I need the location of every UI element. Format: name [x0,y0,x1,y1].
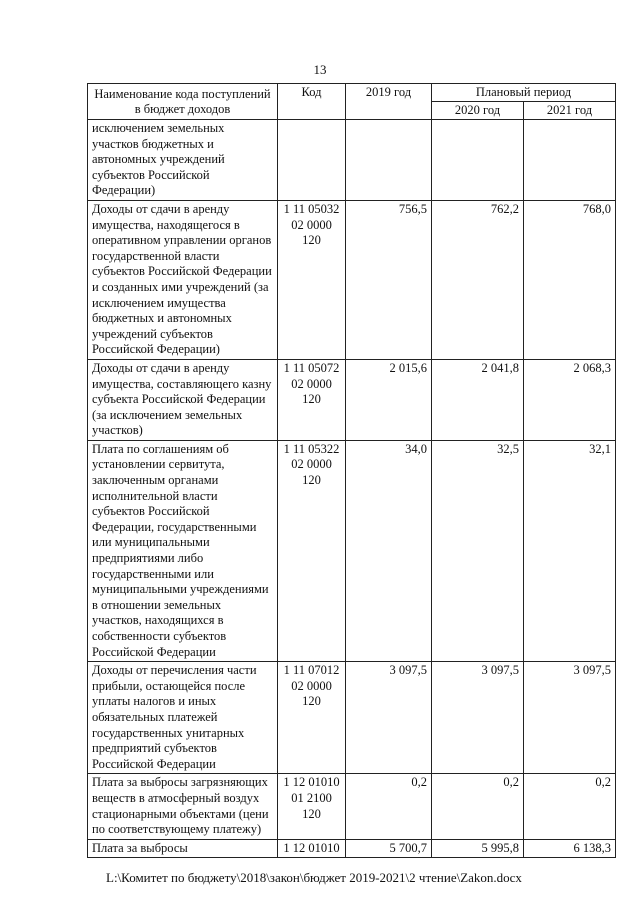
row-name: Плата за выбросы загрязняющих веществ в атмосферный воздух стационарными объектами (цени по соответствующему платежу) [88,774,278,839]
header-name: Наименование кода поступлений в бюджет доходов [88,84,278,120]
file-path-footer: L:\Комитет по бюджету\2018\закон\бюджет 2019-2021\2 чтение\Zakon.docx [106,870,522,885]
table-row [88,839,616,858]
row-code: 1 11 05072 02 0000 120 [278,359,346,440]
row-2021: 32,1 [524,440,616,661]
header-2021: 2021 год [524,102,616,120]
row-name: Плата по соглашениям об установлении сервитута, заключенным органами исполнительной власти субъектов Российской Федерации, государственными или муниципальными предприятиями либо государственными или муниципальными учреждениями в отношении земельных участков, находящихся в собственности субъектов Российской Федерации [88,440,278,661]
row-2019: 34,0 [346,440,432,661]
row-2019: 756,5 [346,200,432,359]
header-2020: 2020 год [432,102,524,120]
row-code: 1 11 07012 02 0000 120 [278,662,346,774]
table-row [88,440,616,661]
row-2021: 768,0 [524,200,616,359]
row-2021: 2 068,3 [524,359,616,440]
row-2020: 32,5 [432,440,524,661]
row-2020: 5 995,8 [432,839,524,858]
row-2020 [432,120,524,201]
row-2020: 2 041,8 [432,359,524,440]
row-2021: 6 138,3 [524,839,616,858]
row-name: исключением земельных участков бюджетных и автономных учреждений субъектов Российской Федерации) [88,120,278,201]
row-name: Доходы от сдачи в аренду имущества, находящегося в оперативном управлении органов государственной власти субъектов Российской Федерации и созданных ими учреждений (за исключением имущества бюджетных и автономных учреждений субъектов Российской Федерации) [88,200,278,359]
row-2019: 3 097,5 [346,662,432,774]
header-period: Плановый период [432,84,616,102]
row-code: 1 11 05322 02 0000 120 [278,440,346,661]
header-2019: 2019 год [346,84,432,120]
row-name: Плата за выбросы [88,839,278,858]
table-row [88,359,616,440]
row-2021 [524,120,616,201]
row-2019 [346,120,432,201]
header-row [88,84,616,102]
table-row [88,662,616,774]
row-code [278,120,346,201]
table-row [88,774,616,839]
row-2020: 762,2 [432,200,524,359]
row-code: 1 11 05032 02 0000 120 [278,200,346,359]
revenue-table [87,83,616,858]
row-code: 1 12 01010 [278,839,346,858]
page-number: 13 [313,62,327,77]
row-2021: 0,2 [524,774,616,839]
table-row [88,120,616,201]
row-2019: 0,2 [346,774,432,839]
row-2020: 3 097,5 [432,662,524,774]
row-name: Доходы от перечисления части прибыли, остающейся после уплаты налогов и иных обязательных платежей государственных унитарных предприятий субъектов Российской Федерации [88,662,278,774]
row-2019: 2 015,6 [346,359,432,440]
header-code: Код [278,84,346,120]
row-2021: 3 097,5 [524,662,616,774]
row-name: Доходы от сдачи в аренду имущества, составляющего казну субъекта Российской Федерации (за исключением земельных участков) [88,359,278,440]
table-row [88,200,616,359]
row-2019: 5 700,7 [346,839,432,858]
row-2020: 0,2 [432,774,524,839]
row-code: 1 12 01010 01 2100 120 [278,774,346,839]
